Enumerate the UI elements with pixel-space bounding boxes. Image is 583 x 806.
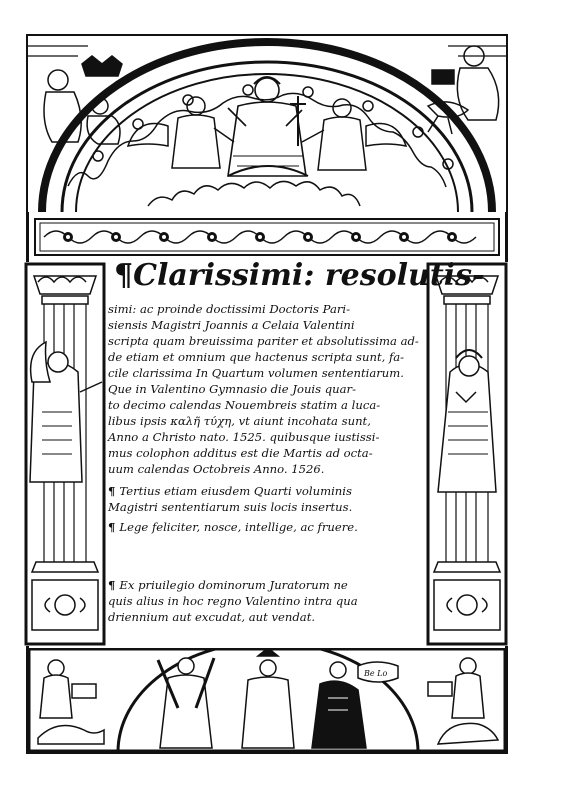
paragraph2-line: ¶ Tertius etiam eiusdem Quarti voluminis: [108, 484, 352, 498]
paragraph2-line: Magistri sententiarum suis locis insertus.: [108, 500, 353, 514]
text-line: mus colophon additus est die Martis ad octa-: [108, 446, 373, 460]
top-arch-woodcut: [28, 36, 506, 212]
title-text: Clarissimi: resolutis-: [133, 258, 485, 293]
paragraph-mark-icon: ¶: [108, 520, 120, 534]
bottom-woodcut: [28, 648, 506, 752]
left-column-woodcut: [24, 262, 106, 646]
paragraph3-line: ¶ Lege feliciter, nosce, intellige, ac fruere.: [108, 520, 358, 534]
privilege-line: driennium aut excudat, aut vendat.: [108, 610, 316, 624]
text-line: de etiam et omnium que hactenus scripta sunt, fa-: [108, 350, 405, 364]
right-pillar-with-virgin: [426, 262, 508, 646]
text-line: Anno a Christo nato. 1525. quibusque iustissi-: [108, 430, 380, 444]
title-text-block: [108, 258, 485, 646]
text-line: uum calendas Octobreis Anno. 1526.: [108, 462, 325, 476]
privilege-line: ¶ Ex priuilegio dominorum Juratorum ne: [108, 578, 348, 592]
paragraph-mark-icon: ¶: [114, 258, 134, 293]
text-line: Que in Valentino Gymnasio die Jouis quar-: [108, 382, 357, 396]
bottom-illustration: [28, 648, 506, 752]
rosette-band: [34, 218, 500, 256]
text-line: simi: ac proinde doctissimi Doctoris Pari-: [108, 302, 351, 316]
right-column-woodcut: [426, 262, 508, 646]
text-line: scripta quam breuissima pariter et absolutissima ad-: [108, 334, 419, 348]
page-title: [114, 258, 484, 293]
text-line: cile clarissima In Quartum volumen sententiarum.: [108, 366, 404, 380]
arch-illustration: [28, 36, 506, 212]
text-line: libus ipsis καλῆ τύχη, vt aiunt incohata sunt,: [108, 414, 371, 428]
left-pillar-with-angel: [24, 262, 106, 646]
scroll-text: Be Lo: [364, 669, 388, 678]
rosette-band-pattern: [34, 218, 500, 256]
privilege-line: quis alius in hoc regno Valentino intra qua: [108, 594, 358, 608]
text-line: siensis Magistri Joannis a Celaia Valentini: [108, 318, 355, 332]
paragraph-mark-icon: ¶: [108, 578, 120, 592]
paragraph-mark-icon: ¶: [108, 484, 120, 498]
text-line: to decimo calendas Nouembreis statim a luca-: [108, 398, 381, 412]
